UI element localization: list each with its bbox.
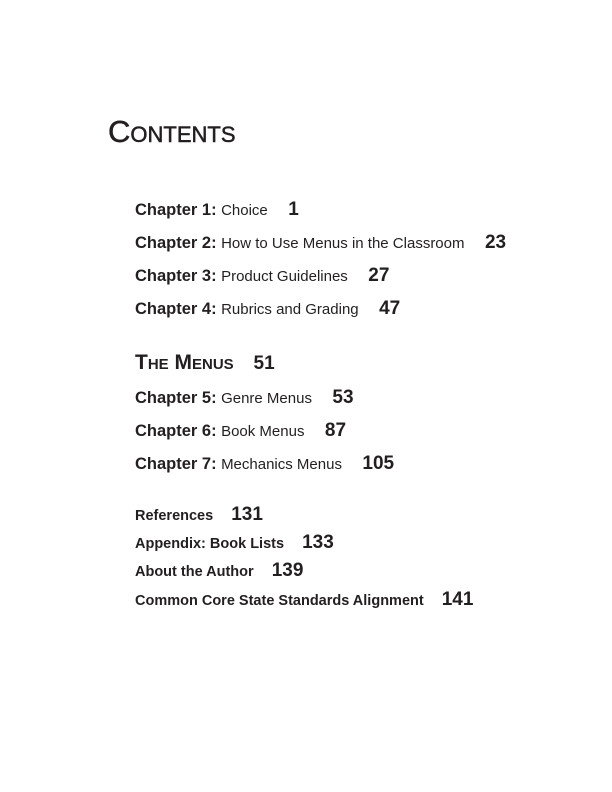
chapter-label: Chapter 6: bbox=[135, 422, 217, 440]
page-number: 139 bbox=[271, 560, 304, 581]
toc-entry-chapter-5[interactable] bbox=[135, 388, 354, 409]
page-number: 87 bbox=[324, 420, 347, 441]
page-number: 53 bbox=[332, 387, 354, 408]
chapter-title: Genre Menus bbox=[221, 390, 312, 407]
page-number: 131 bbox=[231, 504, 263, 525]
chapter-label: Chapter 3: bbox=[135, 267, 217, 285]
page-number: 27 bbox=[368, 265, 390, 286]
chapter-title: How to Use Menus in the Classroom bbox=[221, 235, 465, 252]
entry-title: About the Author bbox=[135, 564, 254, 580]
chapter-label: Chapter 2: bbox=[135, 234, 217, 252]
chapter-title: Product Guidelines bbox=[221, 268, 348, 285]
page-number: 141 bbox=[441, 589, 474, 610]
chapter-title: Rubrics and Grading bbox=[221, 301, 359, 318]
toc-entry-standards-alignment[interactable] bbox=[135, 590, 473, 611]
chapter-title: Mechanics Menus bbox=[221, 456, 342, 473]
page-number: 47 bbox=[379, 298, 401, 319]
page-number: 23 bbox=[484, 232, 507, 253]
entry-title: References bbox=[135, 508, 214, 524]
page-title: Contents bbox=[108, 114, 236, 149]
entry-title: Appendix: Book Lists bbox=[135, 536, 285, 552]
toc-entry-chapter-2[interactable] bbox=[135, 233, 506, 254]
toc-entry-chapter-6[interactable] bbox=[135, 421, 346, 442]
page-number: 133 bbox=[302, 532, 334, 553]
page-number: 1 bbox=[288, 199, 299, 220]
chapter-label: Chapter 4: bbox=[135, 300, 217, 318]
toc-section-the-menus[interactable] bbox=[135, 351, 275, 376]
toc-entry-references[interactable] bbox=[135, 505, 263, 526]
chapter-label: Chapter 1: bbox=[135, 201, 217, 219]
page-number: 51 bbox=[253, 353, 275, 374]
chapter-label: Chapter 5: bbox=[135, 389, 217, 407]
toc-entry-chapter-3[interactable] bbox=[135, 266, 389, 287]
toc-entry-appendix[interactable] bbox=[135, 533, 334, 554]
chapter-title: Choice bbox=[221, 202, 268, 219]
toc-entry-about-author[interactable] bbox=[135, 561, 303, 582]
toc-entry-chapter-4[interactable] bbox=[135, 299, 400, 320]
chapter-label: Chapter 7: bbox=[135, 455, 217, 473]
entry-title: Common Core State Standards Alignment bbox=[135, 593, 424, 609]
section-title: The Menus bbox=[135, 351, 234, 374]
toc-entry-chapter-1[interactable] bbox=[135, 200, 299, 221]
chapter-title: Book Menus bbox=[221, 423, 305, 440]
page-number: 105 bbox=[362, 453, 395, 474]
toc-entry-chapter-7[interactable] bbox=[135, 454, 394, 475]
